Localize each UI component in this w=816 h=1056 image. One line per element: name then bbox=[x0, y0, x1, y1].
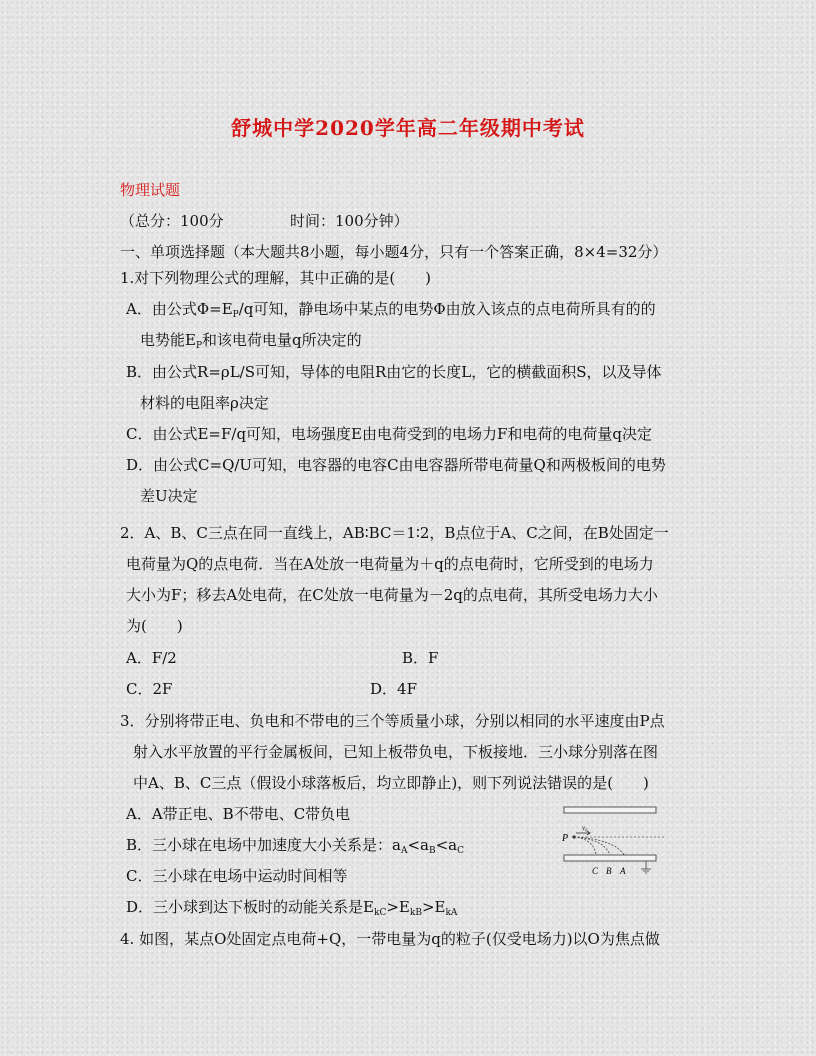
q3-b-sub-b: B bbox=[428, 846, 436, 856]
section-heading: 一、单项选择题（本大题共8小题，每小题4分，只有一个答案正确，8×4=32分） bbox=[120, 243, 668, 261]
label-c: C bbox=[592, 866, 599, 876]
lower-plate bbox=[564, 855, 656, 861]
question-1-option-b: B．由公式R=ρL/S可知，导体的电阻R由它的长度L，它的横截面积S，以及导体 bbox=[126, 363, 662, 381]
question-1-option-a bbox=[126, 299, 656, 319]
q3-d-gt-2: >E bbox=[421, 898, 446, 916]
ground-symbol bbox=[641, 861, 651, 873]
question-3-option-b bbox=[126, 835, 464, 855]
exam-time: 时间：100分钟） bbox=[290, 212, 409, 230]
question-1-stem: 1.对下列物理公式的理解，其中正确的是( ) bbox=[120, 269, 432, 287]
q3-b-sub-a: A bbox=[400, 846, 408, 856]
question-1-option-c: C．由公式E=F/q可知，电场强度E由电荷受到的电场力F和电荷的电荷量q决定 bbox=[126, 425, 653, 443]
q1-a-l2-pre: 电势能E bbox=[140, 331, 196, 349]
q1-a-post: /q可知，静电场中某点的电势Φ由放入该点的点电荷所具有的的 bbox=[238, 300, 656, 318]
subject-heading: 物理试题 bbox=[120, 181, 181, 199]
question-2-option-d: D．4F bbox=[370, 680, 417, 698]
q3-d-sub-kc: kC bbox=[373, 908, 387, 918]
trajectory-b bbox=[574, 837, 610, 855]
question-1-option-d: D．由公式C=Q/U可知，电容器的电容C由电容器所带电荷量Q和两极板间的电势 bbox=[126, 456, 666, 474]
question-2-line-2: 电荷量为Q的点电荷．当在A处放一电荷量为＋q的点电荷时，它所受到的电场力 bbox=[126, 555, 654, 573]
q1-a-l2-sub: P bbox=[195, 341, 203, 351]
trajectory-c bbox=[574, 837, 596, 855]
question-3-option-c: C．三小球在电场中运动时间相等 bbox=[126, 867, 348, 885]
q3-d-sub-kb: kB bbox=[409, 908, 422, 918]
question-3-option-a: A．A带正电、B不带电、C带负电 bbox=[126, 805, 351, 823]
question-1-option-a-cont bbox=[140, 330, 362, 350]
question-1-option-d-cont: 差U决定 bbox=[140, 487, 198, 505]
label-b: B bbox=[606, 866, 612, 876]
question-3-option-d bbox=[126, 897, 457, 917]
q3-d-sub-ka: kA bbox=[445, 908, 458, 918]
question-2-option-c: C．2F bbox=[126, 680, 173, 698]
label-p: P bbox=[562, 833, 569, 844]
q3-b-pre: B．三小球在电场中加速度大小关系是：a bbox=[126, 836, 401, 854]
question-2-option-a: A．F/2 bbox=[126, 649, 177, 667]
trajectory-a bbox=[574, 837, 624, 855]
question-2-option-b: B．F bbox=[402, 649, 439, 667]
question-1-option-b-cont: 材料的电阻率ρ决定 bbox=[140, 394, 269, 412]
capacitor-plates-figure bbox=[560, 803, 668, 883]
q3-d-gt-1: >E bbox=[386, 898, 410, 916]
q3-b-lt-2: <a bbox=[435, 836, 458, 854]
question-2-line-1: 2．A、B、C三点在同一直线上，AB∶BC＝1∶2，B点位于A、C之间，在B处固定一 bbox=[120, 524, 669, 542]
total-score: （总分：100分 bbox=[120, 212, 224, 230]
q3-d-pre: D．三小球到达下板时的动能关系是E bbox=[126, 898, 374, 916]
question-4-line-1: 4. 如图，某点O处固定点电荷+Q，一带电量为q的粒子(仅受电场力)以O为焦点做 bbox=[120, 930, 660, 948]
q1-a-l2-post: 和该电荷电量q所决定的 bbox=[202, 331, 362, 349]
question-3-line-3: 中A、B、C三点（假设小球落板后，均立即静止)，则下列说法错误的是( ) bbox=[133, 774, 649, 792]
q1-a-sub: P bbox=[232, 310, 239, 320]
exam-title: 舒城中学2020学年高二年级期中考试 bbox=[231, 116, 585, 140]
question-3-line-2: 射入水平放置的平行金属板间，已知上板带负电，下板接地．三小球分别落在图 bbox=[133, 743, 659, 761]
label-v0: v₀ bbox=[582, 824, 588, 832]
question-2-line-3: 大小为F；移去A处电荷，在C处放一电荷量为－2q的点电荷，其所受电场力大小 bbox=[126, 586, 658, 604]
question-3-line-1: 3．分别将带正电、负电和不带电的三个等质量小球，分别以相同的水平速度由P点 bbox=[120, 712, 665, 730]
label-a: A bbox=[620, 866, 626, 876]
q1-a-pre: A．由公式Φ=E bbox=[126, 300, 233, 318]
q3-b-sub-c: C bbox=[457, 846, 465, 856]
upper-plate bbox=[564, 807, 656, 813]
question-2-line-4: 为( ) bbox=[126, 617, 183, 635]
q3-b-lt-1: <a bbox=[407, 836, 429, 854]
